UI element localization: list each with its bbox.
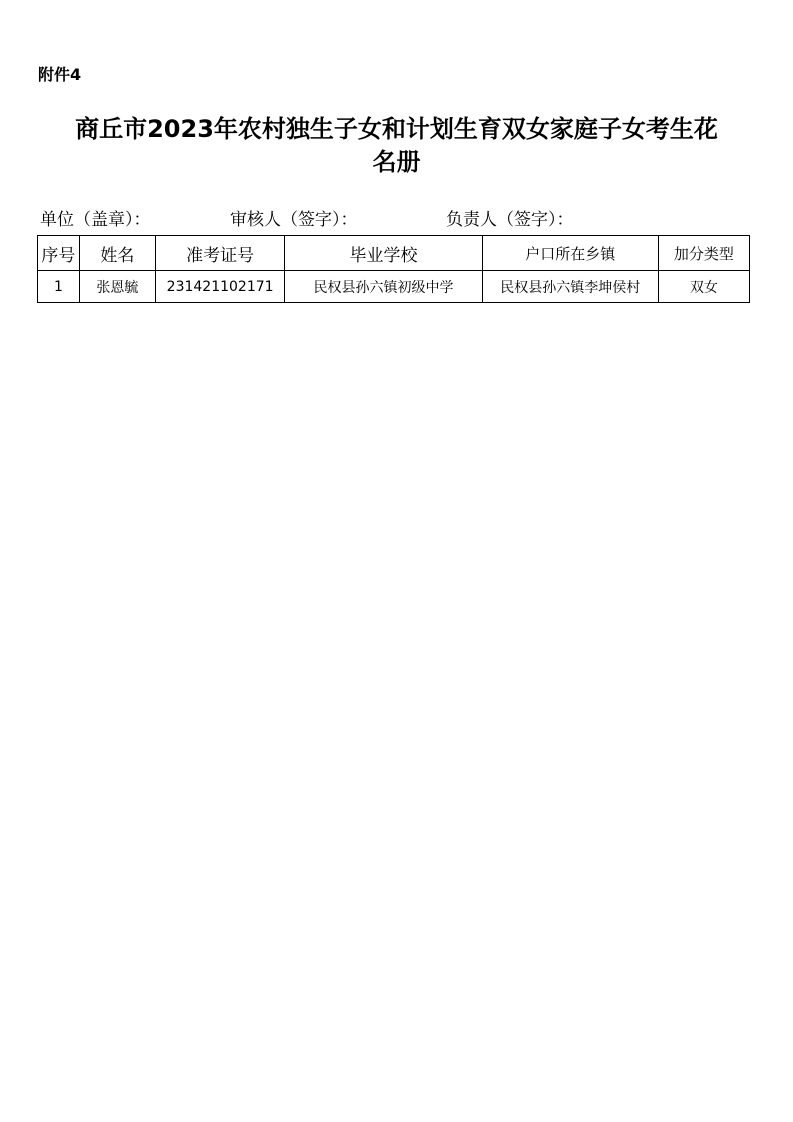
- cell-town: 民权县孙六镇李坤侯村: [482, 271, 658, 303]
- header-name: 姓名: [79, 236, 155, 271]
- cell-seq: 1: [38, 271, 80, 303]
- unit-seal-label: 单位（盖章）：: [40, 210, 151, 230]
- attachment-label: 附件4: [38, 65, 82, 84]
- table-row: [38, 271, 750, 303]
- cell-exam-number: 231421102171: [155, 271, 284, 303]
- header-bonus-type: 加分类型: [658, 236, 749, 271]
- header-town: 户口所在乡镇: [482, 236, 658, 271]
- leader-signature-label: 负责人（签字）：: [446, 210, 574, 230]
- header-school: 毕业学校: [285, 236, 482, 271]
- table-header-row: [38, 236, 750, 271]
- cell-school: 民权县孙六镇初级中学: [285, 271, 482, 303]
- signature-row: [40, 205, 760, 231]
- cell-bonus-type: 双女: [658, 271, 749, 303]
- header-exam-number: 准考证号: [155, 236, 284, 271]
- document-title-line1: 商丘市2023年农村独生子女和计划生育双女家庭子女考生花: [75, 115, 718, 143]
- document-title-line2: 名册: [372, 148, 421, 176]
- reviewer-signature-label: 审核人（签字）：: [230, 210, 358, 230]
- student-roster-table: [37, 235, 750, 303]
- header-seq: 序号: [38, 236, 80, 271]
- cell-name: 张恩毓: [79, 271, 155, 303]
